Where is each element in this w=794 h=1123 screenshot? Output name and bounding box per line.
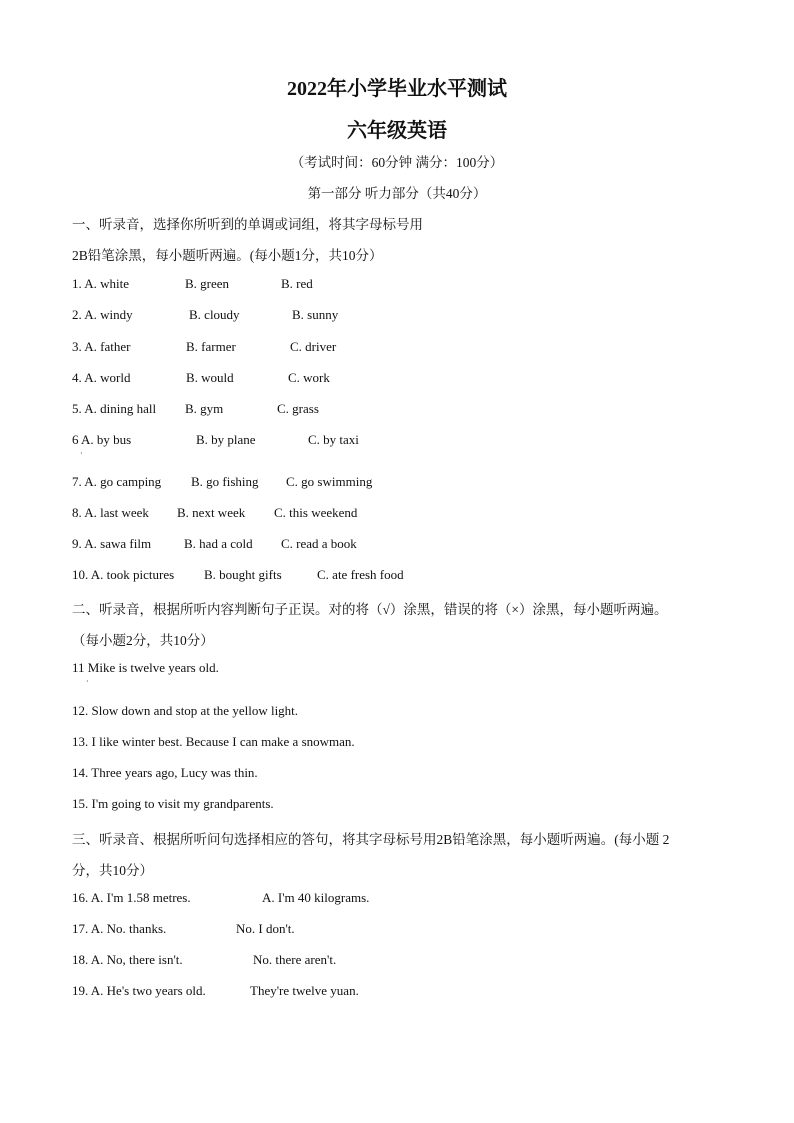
q1-option-b: B. green <box>185 276 230 291</box>
q8-option-b: B. next week <box>177 505 246 520</box>
q16-option-b: A. I'm 40 kilograms. <box>262 890 370 905</box>
stray-dot: · <box>80 449 83 458</box>
q9-option-a: 9. A. sawa film <box>72 536 152 551</box>
question-12: 12. Slow down and stop at the yellow light. <box>72 703 299 718</box>
section2-instruction-line2: （每小题2分，共10分） <box>72 633 214 648</box>
q19-option-a: 19. A. He's two years old. <box>72 983 206 998</box>
question-13: 13. I like winter best. Because I can make a snowman. <box>72 734 355 749</box>
question-11: 11 Mike is twelve years old. <box>72 660 219 675</box>
q10-option-c: C. ate fresh food <box>317 567 404 582</box>
q1-option-a: 1. A. white <box>72 276 130 291</box>
section3-instruction-line1: 三、听录音、根据所听问句选择相应的答句，将其字母标号用2B铅笔涂黑，每小题听两遍。(每小题 2 <box>72 832 670 847</box>
q3-option-c: C. driver <box>290 339 337 354</box>
q7-option-c: C. go swimming <box>286 474 373 489</box>
q7-option-b: B. go fishing <box>191 474 259 489</box>
q5-option-b: B. gym <box>185 401 224 416</box>
q10-option-a: 10. A. took pictures <box>72 567 175 582</box>
q2-option-b: B. cloudy <box>189 307 240 322</box>
q18-option-a: 18. A. No, there isn't. <box>72 952 183 967</box>
q4-option-b: B. would <box>186 370 234 385</box>
q9-option-c: C. read a book <box>281 536 357 551</box>
q18-option-b: No. there aren't. <box>253 952 337 967</box>
section2-instruction-line1: 二、听录音，根据所听内容判断句子正误。对的将（√）涂黑，错误的将（×）涂黑，每小题听两遍。 <box>72 602 668 617</box>
section1-instruction-line2: 2B铅笔涂黑，每小题听两遍。(每小题1分，共10分） <box>72 248 383 263</box>
section1-instruction-line1: 一、听录音，选择你所听到的单调或词组，将其字母标号用 <box>72 217 423 232</box>
q2-option-a: 2. A. windy <box>72 307 133 322</box>
q16-option-a: 16. A. I'm 1.58 metres. <box>72 890 191 905</box>
question-15: 15. I'm going to visit my grandparents. <box>72 796 274 811</box>
exam-subtitle: 六年级英语 <box>347 120 447 142</box>
q10-option-b: B. bought gifts <box>204 567 282 582</box>
section3-instruction-line2: 分，共10分） <box>72 863 153 878</box>
q17-option-b: No. I don't. <box>236 921 295 936</box>
q4-option-a: 4. A. world <box>72 370 131 385</box>
part-one-heading: 第一部分 听力部分（共40分） <box>307 186 487 201</box>
q8-option-a: 8. A. last week <box>72 505 149 520</box>
q4-option-c: C. work <box>288 370 330 385</box>
exam-title: 2022年小学毕业水平测试 <box>287 78 507 100</box>
q5-option-c: C. grass <box>277 401 319 416</box>
q2-option-c: B. sunny <box>292 307 339 322</box>
q6-option-a: 6 A. by bus <box>72 432 132 447</box>
q7-option-a: 7. A. go camping <box>72 474 162 489</box>
exam-info: （考试时间：60分钟 满分：100分） <box>290 155 504 170</box>
q1-option-c: B. red <box>281 276 313 291</box>
q19-option-b: They're twelve yuan. <box>250 983 359 998</box>
q3-option-a: 3. A. father <box>72 339 131 354</box>
q3-option-b: B. farmer <box>186 339 236 354</box>
q9-option-b: B. had a cold <box>184 536 253 551</box>
q8-option-c: C. this weekend <box>274 505 358 520</box>
q6-option-b: B. by plane <box>196 432 256 447</box>
question-14: 14. Three years ago, Lucy was thin. <box>72 765 258 780</box>
q5-option-a: 5. A. dining hall <box>72 401 157 416</box>
q17-option-a: 17. A. No. thanks. <box>72 921 167 936</box>
q6-option-c: C. by taxi <box>308 432 359 447</box>
stray-dot: · <box>86 677 89 686</box>
